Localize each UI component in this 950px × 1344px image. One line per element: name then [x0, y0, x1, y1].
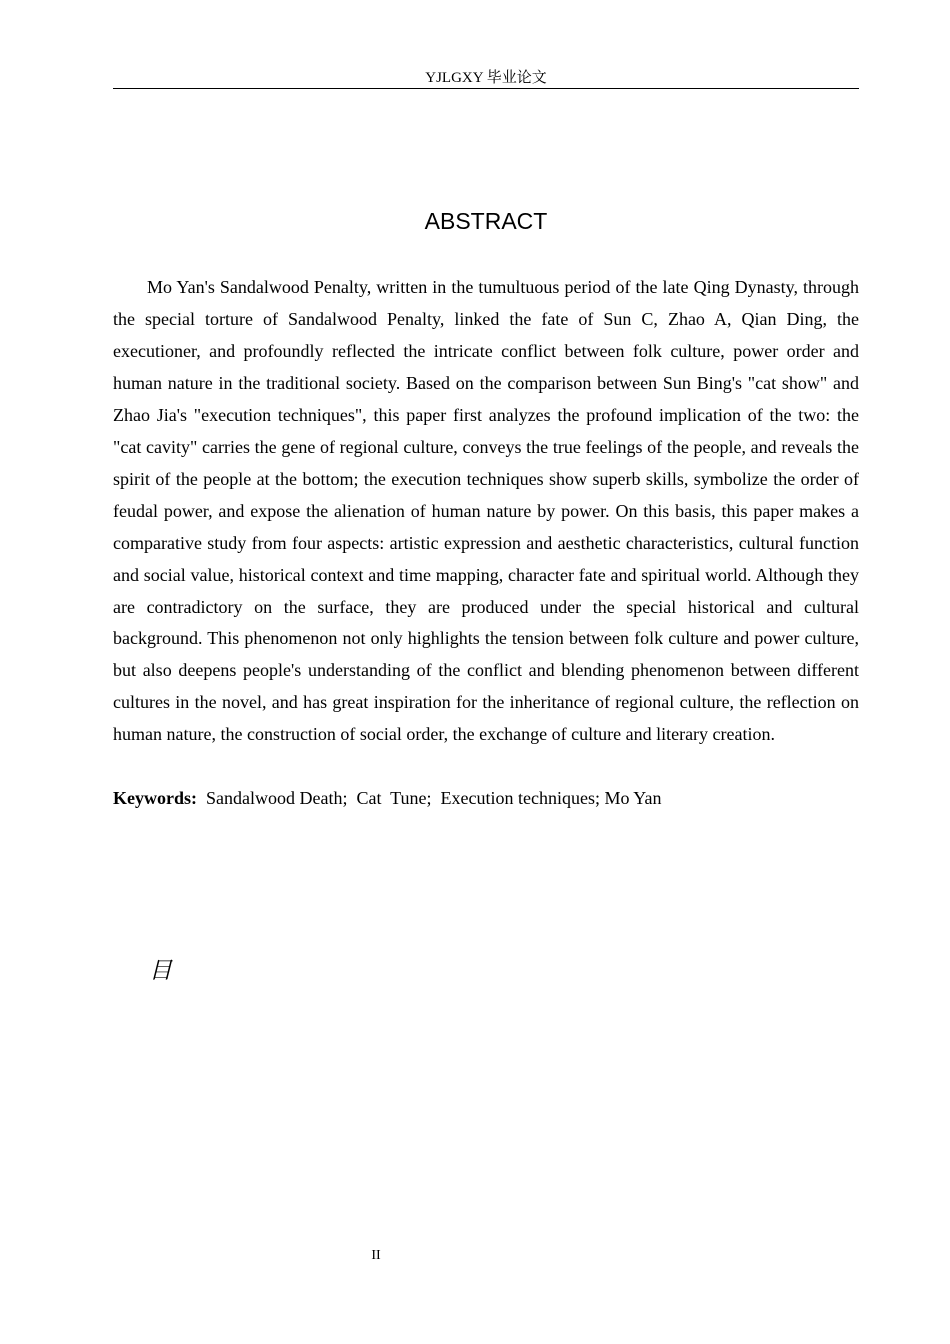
keywords-label: Keywords: — [113, 788, 197, 808]
abstract-body: Mo Yan's Sandalwood Penalty, written in the tumultuous period of the late Qing Dynasty, through the special torture of Sandalwood Penalty, linked the fate of Sun C, Zhao A, Qian Ding, the executioner, and profoundly reflected the intricate conflict between folk culture, power order and human nature in the traditional society. Based on the comparison between Sun Bing's "cat show" and Zhao Jia's "execution techniques", this paper first analyzes the profound implication of the two: the "cat cavity" carries the gene of regional culture, conveys the true feelings of the people, and reveals the spirit of the people at the bottom; the execution techniques show superb skills, symbolize the order of feudal power, and expose the alienation of human nature by power. On this basis, this paper makes a comparative study from four aspects: artistic expression and aesthetic characteristics, cultural function and social value, historical context and time mapping, character fate and spiritual world. Although they are contradictory on the surface, they are produced under the special historical and cultural background. This phenomenon not only highlights the tension between folk culture and power culture, but also deepens people's understanding of the conflict and blending phenomenon between different cultures in the novel, and has great inspiration for the inheritance of regional culture, the reflection on human nature, the construction of social order, the exchange of culture and literary creation. — [113, 277, 859, 745]
toc-heading-fragment: 目 — [149, 958, 172, 984]
keywords-line — [113, 783, 859, 815]
header-text: YJLGXY 毕业论文 — [425, 70, 547, 86]
page-header — [113, 68, 859, 89]
abstract-title: ABSTRACT — [424, 208, 548, 234]
keywords-values: Sandalwood Death; Cat Tune; Execution techniques; Mo Yan — [197, 788, 662, 808]
page-number: II — [371, 1248, 381, 1263]
